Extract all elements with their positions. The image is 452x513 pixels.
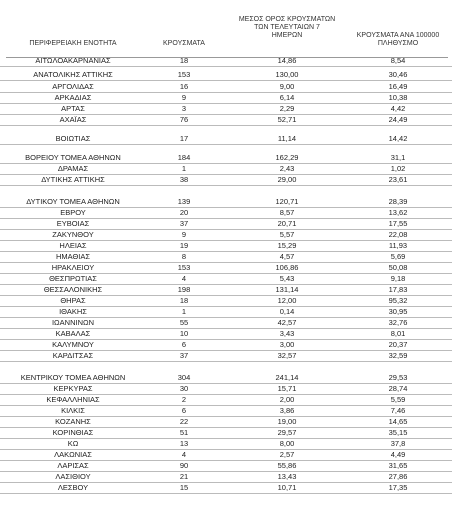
table-row [0,461,452,472]
average-cell: 10,71 [277,483,297,492]
per-100000-cell: 30,95 [388,307,408,316]
cases-cell: 16 [179,82,189,91]
table-row [0,285,452,296]
average-cell: 0,14 [279,307,295,316]
per-100000-cell: 35,15 [388,428,408,437]
per-100000-cell: 20,37 [388,340,408,349]
average-cell: 2,00 [279,395,295,404]
table-row [0,208,452,219]
region-cell: ΔΥΤΙΚΟΥ ΤΟΜΕΑ ΑΘΗΝΩΝ [26,197,120,206]
region-cell: ΗΜΑΘΙΑΣ [55,252,91,261]
per-100000-cell: 28,39 [388,197,408,206]
region-cell: ΗΛΕΙΑΣ [59,241,87,250]
average-cell: 8,57 [279,208,295,217]
cases-cell: 13 [179,439,189,448]
cases-cell: 139 [177,197,191,206]
average-cell: 29,00 [277,175,297,184]
table-row [0,219,452,230]
per-100000-cell: 23,61 [388,175,408,184]
table-row [0,472,452,483]
average-cell: 4,57 [279,252,295,261]
region-cell: ΚΙΛΚΙΣ [61,406,85,415]
cases-cell: 76 [179,115,189,124]
per-100000-cell: 17,55 [388,219,408,228]
region-cell: ΑΙΤΩΛΟΑΚΑΡΝΑΝΙΑΣ [35,56,111,65]
table-row [0,384,452,395]
region-cell: ΚΑΡΔΙΤΣΑΣ [52,351,94,360]
header-cases [150,40,218,48]
per-100000-cell: 8,54 [390,56,406,65]
average-cell: 241,14 [275,373,299,382]
region-cell: ΑΡΓΟΛΙΔΑΣ [52,82,94,91]
region-cell: ΛΑΚΩΝΙΑΣ [54,450,92,459]
per-100000-cell: 8,01 [390,329,406,338]
cases-cell: 20 [179,208,189,217]
average-cell: 19,00 [277,417,297,426]
per-100000-cell: 16,49 [388,82,408,91]
region-cell: ΔΥΤΙΚΗΣ ΑΤΤΙΚΗΣ [41,175,105,184]
cases-cell: 184 [177,153,191,162]
region-cell: ΘΕΣΣΑΛΟΝΙΚΗΣ [43,285,103,294]
average-cell: 6,14 [279,93,295,102]
region-cell: ΕΥΒΟΙΑΣ [56,219,90,228]
table-row [0,417,452,428]
table-row [0,104,452,115]
cases-cell: 38 [179,175,189,184]
table-row [0,329,452,340]
cases-cell: 21 [179,472,189,481]
per-100000-cell: 37,8 [390,439,406,448]
table-row [0,450,452,461]
cases-cell: 4 [181,274,187,283]
per-100000-cell: 14,65 [388,417,408,426]
table-row [0,70,452,81]
region-cell: ΚΟΖΑΝΗΣ [55,417,91,426]
table-row [0,307,452,318]
table-row [0,483,452,494]
table-row [0,197,452,208]
table-row [0,82,452,93]
table-row [0,351,452,362]
cases-cell: 153 [177,263,191,272]
per-100000-cell: 27,86 [388,472,408,481]
per-100000-cell: 31,65 [388,461,408,470]
cases-cell: 55 [179,318,189,327]
table-row [0,395,452,406]
region-cell: ΛΕΣΒΟΥ [57,483,89,492]
region-cell: ΚΑΒΑΛΑΣ [55,329,91,338]
region-cell: ΘΕΣΠΡΩΤΙΑΣ [49,274,97,283]
region-cell: ΑΡΤΑΣ [61,104,85,113]
average-cell: 32,57 [277,351,297,360]
average-cell: 11,14 [277,134,297,143]
cases-cell: 22 [179,417,189,426]
average-cell: 130,00 [275,70,299,79]
cases-cell: 8 [181,252,187,261]
table-row [0,115,452,126]
cases-cell: 17 [179,134,189,143]
region-cell: ΑΡΚΑΔΙΑΣ [54,93,92,102]
table-row [0,318,452,329]
per-100000-cell: 4,49 [390,450,406,459]
region-cell: ΚΕΝΤΡΙΚΟΥ ΤΟΜΕΑ ΑΘΗΝΩΝ [20,373,126,382]
header-per-line-2: ΠΛΗΘΥΣΜΟ [377,40,419,47]
table-row [0,153,452,164]
average-cell: 120,71 [275,197,299,206]
cases-cell: 9 [181,93,187,102]
average-cell: 131,14 [275,285,299,294]
table-row [0,93,452,104]
region-cell: ΚΑΛΥΜΝΟΥ [52,340,94,349]
average-cell: 42,57 [277,318,297,327]
average-cell: 9,00 [279,82,295,91]
per-100000-cell: 9,18 [390,274,406,283]
average-cell: 106,86 [275,263,299,272]
cases-cell: 3 [181,104,187,113]
average-cell: 12,00 [277,296,297,305]
region-cell: ΗΡΑΚΛΕΙΟΥ [51,263,95,272]
per-100000-cell: 32,59 [388,351,408,360]
per-100000-cell: 29,53 [388,373,408,382]
per-100000-cell: 24,49 [388,115,408,124]
table-row [0,406,452,417]
region-cell: ΕΒΡΟΥ [60,208,86,217]
header-avg-line-2: ΤΩΝ ΤΕΛΕΥΤΑΙΩΝ 7 [254,24,320,31]
average-cell: 52,71 [277,115,297,124]
table-row [0,428,452,439]
cases-cell: 304 [177,373,191,382]
per-100000-cell: 22,08 [388,230,408,239]
per-100000-cell: 14,42 [388,134,408,143]
region-cell: ΛΑΡΙΣΑΣ [57,461,89,470]
average-cell: 2,57 [279,450,295,459]
average-cell: 13,43 [277,472,297,481]
region-cell: ΑΧΑΪΑΣ [59,115,87,124]
per-100000-cell: 95,32 [388,296,408,305]
per-100000-cell: 50,08 [388,263,408,272]
per-100000-cell: 5,69 [390,252,406,261]
average-cell: 3,86 [279,406,295,415]
per-100000-cell: 4,42 [390,104,406,113]
cases-cell: 10 [179,329,189,338]
average-cell: 8,00 [279,439,295,448]
average-cell: 3,43 [279,329,295,338]
table-row [0,296,452,307]
per-100000-cell: 32,76 [388,318,408,327]
per-100000-cell: 7,46 [390,406,406,415]
table-row [0,373,452,384]
average-cell: 5,43 [279,274,295,283]
header-avg-line-3: ΗΜΕΡΩΝ [271,32,303,39]
per-100000-cell: 11,93 [388,241,408,250]
average-cell: 29,57 [277,428,297,437]
cases-cell: 1 [181,307,187,316]
cases-cell: 30 [179,384,189,393]
per-100000-cell: 1,02 [390,164,406,173]
region-cell: ΚΕΡΚΥΡΑΣ [53,384,93,393]
header-region-label: ΠΕΡΙΦΕΡΕΙΑΚΗ ΕΝΟΤΗΤΑ [29,40,117,47]
region-cell: ΑΝΑΤΟΛΙΚΗΣ ΑΤΤΙΚΗΣ [33,70,113,79]
cases-cell: 2 [181,395,187,404]
average-cell: 2,29 [279,104,295,113]
cases-cell: 90 [179,461,189,470]
average-cell: 14,86 [277,56,297,65]
table-row [0,263,452,274]
average-cell: 3,00 [279,340,295,349]
header-cases-label: ΚΡΟΥΣΜΑΤΑ [163,40,205,47]
cases-cell: 18 [179,296,189,305]
average-cell: 15,71 [277,384,297,393]
region-cell: ΘΗΡΑΣ [60,296,86,305]
cases-cell: 37 [179,351,189,360]
average-cell: 2,43 [279,164,295,173]
table-row [0,230,452,241]
table-row [0,252,452,263]
cases-cell: 4 [181,450,187,459]
table-row [0,56,452,67]
per-100000-cell: 17,35 [388,483,408,492]
table-row [0,274,452,285]
table-row [0,164,452,175]
cases-cell: 9 [181,230,187,239]
header-per-100000 [346,32,450,48]
average-cell: 55,86 [277,461,297,470]
cases-cell: 18 [179,56,189,65]
average-cell: 20,71 [277,219,297,228]
cases-cell: 6 [181,406,187,415]
per-100000-cell: 5,59 [390,395,406,404]
table-row [0,439,452,450]
per-100000-cell: 13,62 [388,208,408,217]
region-cell: ΚΕΦΑΛΛΗΝΙΑΣ [46,395,100,404]
region-cell: ΚΟΡΙΝΘΙΑΣ [52,428,94,437]
cases-cell: 198 [177,285,191,294]
region-cell: ΖΑΚΥΝΘΟΥ [52,230,94,239]
table-row [0,134,452,145]
region-cell: ΒΟΙΩΤΙΑΣ [55,134,91,143]
region-cell: ΙΩΑΝΝΙΝΩΝ [51,318,95,327]
header-region [0,40,146,48]
region-cell: ΙΘΑΚΗΣ [59,307,87,316]
per-100000-cell: 30,46 [388,70,408,79]
cases-cell: 19 [179,241,189,250]
average-cell: 5,57 [279,230,295,239]
table-row [0,175,452,186]
average-cell: 162,29 [275,153,299,162]
cases-cell: 1 [181,164,187,173]
per-100000-cell: 10,38 [388,93,408,102]
per-100000-cell: 31,1 [390,153,406,162]
cases-cell: 6 [181,340,187,349]
region-cell: ΒΟΡΕΙΟΥ ΤΟΜΕΑ ΑΘΗΝΩΝ [25,153,121,162]
region-cell: ΛΑΣΙΘΙΟΥ [55,472,91,481]
per-100000-cell: 28,74 [388,384,408,393]
table-row [0,241,452,252]
region-cell: ΔΡΑΜΑΣ [57,164,89,173]
cases-cell: 153 [177,70,191,79]
header-seven-day-average [222,16,352,40]
cases-cell: 15 [179,483,189,492]
average-cell: 15,29 [277,241,297,250]
per-100000-cell: 17,83 [388,285,408,294]
cases-cell: 51 [179,428,189,437]
table-row [0,340,452,351]
region-cell: ΚΩ [67,439,79,448]
cases-cell: 37 [179,219,189,228]
header-avg-line-1: ΜΕΣΟΣ ΟΡΟΣ ΚΡΟΥΣΜΑΤΩΝ [238,16,336,23]
header-per-line-1: ΚΡΟΥΣΜΑΤΑ ΑΝΑ 100000 [356,32,440,39]
